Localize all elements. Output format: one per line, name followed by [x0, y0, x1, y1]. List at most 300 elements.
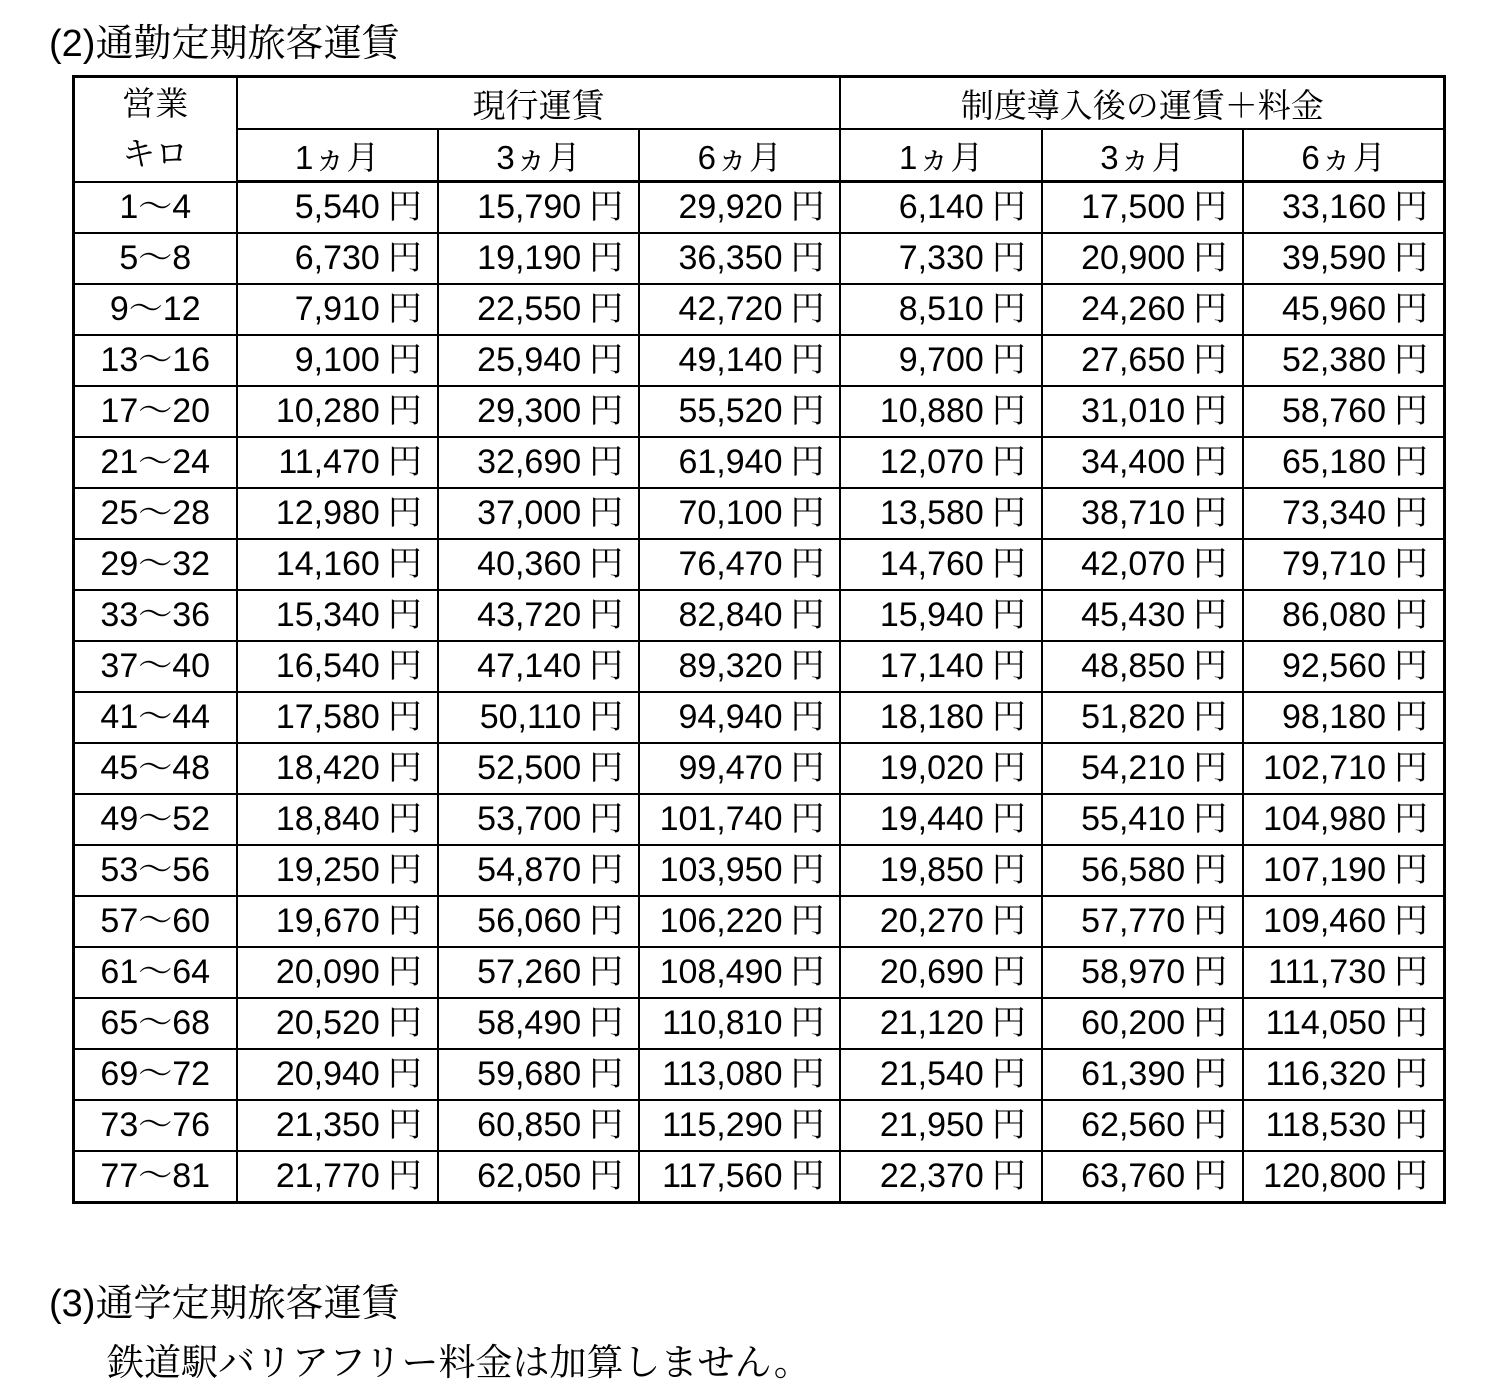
fare-unit: 円 — [1193, 443, 1228, 481]
fare-cell — [840, 1049, 1041, 1100]
fare-value: 73,340 — [1282, 494, 1386, 532]
fare-cell — [237, 896, 438, 947]
fare-unit: 円 — [387, 647, 422, 685]
fare-cell — [1243, 539, 1444, 590]
fare-cell — [237, 743, 438, 794]
fare-row — [74, 794, 1445, 845]
fare-unit: 円 — [991, 494, 1026, 532]
fare-value: 52,380 — [1282, 341, 1386, 379]
fare-cell — [639, 794, 840, 845]
fare-value: 8,510 — [898, 290, 984, 328]
fare-unit: 円 — [790, 1055, 825, 1093]
fare-row — [74, 539, 1445, 590]
fare-value: 45,960 — [1282, 290, 1386, 328]
fare-cell — [237, 794, 438, 845]
fare-cell — [438, 896, 639, 947]
business-km-cell: 21〜24 — [74, 437, 237, 488]
fare-unit: 円 — [1193, 239, 1228, 277]
fare-value: 20,940 — [275, 1055, 380, 1093]
fare-unit: 円 — [1193, 392, 1228, 430]
fare-unit: 円 — [991, 953, 1026, 991]
header-current-month-1: 3ヵ月 — [438, 129, 639, 182]
fare-value: 86,080 — [1282, 596, 1386, 634]
section-3-note: 鉄道駅バリアフリー料金は加算しません。 — [107, 1342, 811, 1383]
fare-cell — [840, 947, 1041, 998]
fare-value: 116,320 — [1265, 1055, 1386, 1093]
fare-unit: 円 — [589, 647, 624, 685]
fare-value: 13,580 — [879, 494, 984, 532]
fare-cell — [840, 641, 1041, 692]
fare-cell — [438, 947, 639, 998]
fare-unit: 円 — [790, 749, 825, 787]
fare-value: 33,160 — [1282, 188, 1386, 226]
fare-cell — [1243, 386, 1444, 437]
fare-cell — [639, 182, 840, 234]
fare-cell — [237, 182, 438, 234]
fare-cell — [1243, 182, 1444, 234]
fare-unit: 円 — [387, 1004, 422, 1042]
fare-value: 27,650 — [1081, 341, 1186, 379]
fare-unit: 円 — [387, 1106, 422, 1144]
fare-unit: 円 — [790, 953, 825, 991]
fare-value: 61,940 — [678, 443, 783, 481]
fare-value: 14,760 — [879, 545, 984, 583]
fare-unit: 円 — [790, 902, 825, 940]
fare-value: 17,140 — [879, 647, 984, 685]
fare-cell — [237, 386, 438, 437]
fare-unit: 円 — [1394, 1106, 1428, 1144]
fare-cell — [1042, 947, 1243, 998]
fare-unit: 円 — [991, 1157, 1026, 1195]
fare-unit: 円 — [387, 341, 422, 379]
fare-cell — [1243, 947, 1444, 998]
fare-value: 63,760 — [1081, 1157, 1186, 1195]
fare-unit: 円 — [1394, 341, 1428, 379]
fare-cell — [438, 590, 639, 641]
fare-value: 49,140 — [678, 341, 783, 379]
fare-value: 7,330 — [898, 239, 984, 277]
fare-cell — [840, 539, 1041, 590]
fare-value: 58,490 — [477, 1004, 582, 1042]
fare-cell — [639, 1151, 840, 1203]
fare-cell — [1042, 998, 1243, 1049]
fare-unit: 円 — [589, 698, 624, 736]
fare-unit: 円 — [1193, 341, 1228, 379]
fare-value: 20,690 — [879, 953, 984, 991]
fare-unit: 円 — [1193, 596, 1228, 634]
fare-value: 24,260 — [1081, 290, 1186, 328]
fare-unit: 円 — [387, 239, 422, 277]
fare-value: 21,120 — [879, 1004, 984, 1042]
fare-value: 79,710 — [1282, 545, 1386, 583]
fare-cell — [1042, 641, 1243, 692]
fare-value: 58,760 — [1282, 392, 1386, 430]
fare-cell — [1042, 692, 1243, 743]
fare-unit: 円 — [589, 392, 624, 430]
fare-cell — [1042, 233, 1243, 284]
fare-cell — [840, 590, 1041, 641]
fare-unit: 円 — [790, 1106, 825, 1144]
fare-cell — [438, 692, 639, 743]
fare-unit: 円 — [790, 647, 825, 685]
fare-value: 104,980 — [1263, 800, 1386, 838]
fare-unit: 円 — [589, 902, 624, 940]
fare-unit: 円 — [991, 188, 1026, 226]
fare-cell — [639, 1049, 840, 1100]
business-km-cell: 57〜60 — [74, 896, 237, 947]
fare-value: 61,390 — [1081, 1055, 1186, 1093]
fare-cell — [438, 335, 639, 386]
header-new-month-0: 1ヵ月 — [840, 129, 1041, 182]
fare-unit: 円 — [387, 596, 422, 634]
fare-unit: 円 — [1193, 647, 1228, 685]
fare-cell — [1042, 488, 1243, 539]
section-3-title: (3)通学定期旅客運賃 — [49, 1283, 400, 1325]
fare-value: 9,100 — [294, 341, 380, 379]
fare-cell — [438, 1049, 639, 1100]
fare-value: 22,550 — [477, 290, 582, 328]
business-km-cell: 17〜20 — [74, 386, 237, 437]
fare-unit: 円 — [387, 188, 422, 226]
fare-cell — [438, 845, 639, 896]
fare-cell — [1243, 284, 1444, 335]
fare-cell — [639, 233, 840, 284]
fare-cell — [840, 743, 1041, 794]
fare-cell — [840, 692, 1041, 743]
fare-value: 39,590 — [1282, 239, 1386, 277]
fare-cell — [1243, 998, 1444, 1049]
fare-cell — [237, 437, 438, 488]
fare-unit: 円 — [1193, 290, 1228, 328]
fare-unit: 円 — [790, 239, 825, 277]
fare-unit: 円 — [1394, 1055, 1428, 1093]
fare-value: 101,740 — [659, 800, 783, 838]
header-business-km-line2: キロ — [122, 135, 189, 173]
fare-unit: 円 — [1394, 443, 1428, 481]
fare-cell — [438, 488, 639, 539]
fare-unit: 円 — [387, 851, 422, 889]
business-km-cell: 45〜48 — [74, 743, 237, 794]
fare-cell — [840, 998, 1041, 1049]
fare-value: 12,070 — [879, 443, 984, 481]
fare-value: 92,560 — [1282, 647, 1386, 685]
fare-value: 98,180 — [1282, 698, 1386, 736]
fare-unit: 円 — [790, 1157, 825, 1195]
fare-cell — [1243, 437, 1444, 488]
section-2-title: (2)通勤定期旅客運賃 — [49, 23, 400, 65]
fare-cell — [438, 743, 639, 794]
fare-cell — [639, 1100, 840, 1151]
fare-value: 18,840 — [275, 800, 380, 838]
fare-cell — [438, 998, 639, 1049]
fare-cell — [1042, 1049, 1243, 1100]
fare-unit: 円 — [1193, 698, 1228, 736]
fare-unit: 円 — [991, 545, 1026, 583]
fare-cell — [1243, 692, 1444, 743]
fare-value: 60,850 — [477, 1106, 582, 1144]
business-km-cell: 1〜4 — [74, 182, 237, 234]
fare-value: 20,090 — [275, 953, 380, 991]
fare-value: 55,520 — [678, 392, 783, 430]
fare-unit: 円 — [387, 494, 422, 532]
fare-value: 29,300 — [477, 392, 582, 430]
fare-unit: 円 — [1394, 239, 1428, 277]
fare-unit: 円 — [589, 1157, 624, 1195]
commuter-fare-table — [72, 75, 1446, 1204]
fare-value: 45,430 — [1081, 596, 1186, 634]
fare-unit: 円 — [1193, 800, 1228, 838]
month-header-row — [74, 129, 1445, 182]
fare-unit: 円 — [991, 392, 1026, 430]
fare-unit: 円 — [991, 647, 1026, 685]
fare-cell — [237, 845, 438, 896]
fare-cell — [237, 692, 438, 743]
fare-cell — [840, 488, 1041, 539]
fare-unit: 円 — [1193, 1055, 1228, 1093]
fare-cell — [1243, 335, 1444, 386]
fare-cell — [1042, 386, 1243, 437]
fare-value: 110,810 — [662, 1004, 783, 1042]
fare-row — [74, 386, 1445, 437]
fare-cell — [438, 386, 639, 437]
fare-cell — [237, 998, 438, 1049]
fare-row — [74, 182, 1445, 234]
business-km-cell: 77〜81 — [74, 1151, 237, 1203]
business-km-cell: 13〜16 — [74, 335, 237, 386]
fare-value: 53,700 — [477, 800, 582, 838]
fare-row — [74, 437, 1445, 488]
fare-unit: 円 — [991, 239, 1026, 277]
fare-value: 48,850 — [1081, 647, 1186, 685]
business-km-cell: 37〜40 — [74, 641, 237, 692]
fare-cell — [639, 692, 840, 743]
fare-cell — [639, 539, 840, 590]
fare-unit: 円 — [589, 290, 624, 328]
fare-cell — [639, 641, 840, 692]
fare-cell — [237, 1100, 438, 1151]
fare-cell — [1243, 794, 1444, 845]
fare-value: 59,680 — [477, 1055, 582, 1093]
fare-unit: 円 — [1394, 392, 1428, 430]
fare-value: 21,350 — [275, 1106, 380, 1144]
fare-unit: 円 — [387, 290, 422, 328]
fare-value: 120,800 — [1263, 1157, 1386, 1195]
fare-value: 20,520 — [275, 1004, 380, 1042]
fare-unit: 円 — [387, 800, 422, 838]
fare-row — [74, 488, 1445, 539]
fare-value: 19,020 — [879, 749, 984, 787]
fare-value: 118,530 — [1265, 1106, 1386, 1144]
fare-value: 58,970 — [1081, 953, 1186, 991]
fare-cell — [438, 437, 639, 488]
fare-cell — [840, 233, 1041, 284]
fare-cell — [438, 1151, 639, 1203]
fare-cell — [438, 284, 639, 335]
fare-value: 50,110 — [479, 698, 582, 736]
fare-value: 62,560 — [1081, 1106, 1186, 1144]
fare-cell — [639, 845, 840, 896]
fare-cell — [840, 182, 1041, 234]
fare-value: 12,980 — [275, 494, 380, 532]
fare-value: 65,180 — [1282, 443, 1386, 481]
fare-unit: 円 — [991, 1055, 1026, 1093]
fare-cell — [438, 641, 639, 692]
fare-value: 21,540 — [879, 1055, 984, 1093]
fare-cell — [237, 539, 438, 590]
fare-unit: 円 — [1193, 1106, 1228, 1144]
fare-row — [74, 1100, 1445, 1151]
fare-value: 34,400 — [1081, 443, 1186, 481]
business-km-cell: 65〜68 — [74, 998, 237, 1049]
fare-value: 42,720 — [678, 290, 783, 328]
fare-cell — [840, 1151, 1041, 1203]
fare-unit: 円 — [1394, 188, 1428, 226]
fare-value: 32,690 — [477, 443, 582, 481]
business-km-cell: 61〜64 — [74, 947, 237, 998]
fare-cell — [1042, 1151, 1243, 1203]
fare-value: 82,840 — [678, 596, 783, 634]
fare-cell — [840, 794, 1041, 845]
fare-value: 43,720 — [477, 596, 582, 634]
fare-value: 54,870 — [477, 851, 582, 889]
fare-value: 10,880 — [879, 392, 984, 430]
fare-value: 22,370 — [879, 1157, 984, 1195]
fare-value: 15,940 — [879, 596, 984, 634]
fare-value: 19,850 — [879, 851, 984, 889]
fare-cell — [1042, 1100, 1243, 1151]
fare-unit: 円 — [790, 494, 825, 532]
fare-cell — [438, 233, 639, 284]
fare-value: 19,670 — [275, 902, 380, 940]
fare-cell — [237, 641, 438, 692]
fare-row — [74, 947, 1445, 998]
fare-unit: 円 — [589, 596, 624, 634]
fare-unit: 円 — [790, 290, 825, 328]
fare-unit: 円 — [1394, 494, 1428, 532]
fare-unit: 円 — [991, 596, 1026, 634]
fare-value: 36,350 — [678, 239, 783, 277]
fare-value: 21,770 — [275, 1157, 380, 1195]
fare-value: 16,540 — [275, 647, 380, 685]
fare-cell — [1243, 743, 1444, 794]
fare-value: 54,210 — [1081, 749, 1186, 787]
fare-unit: 円 — [1394, 545, 1428, 583]
fare-cell — [1243, 1151, 1444, 1203]
fare-cell — [1042, 794, 1243, 845]
fare-unit: 円 — [991, 749, 1026, 787]
fare-cell — [237, 590, 438, 641]
fare-cell — [237, 335, 438, 386]
fare-value: 21,950 — [879, 1106, 984, 1144]
fare-unit: 円 — [1193, 1004, 1228, 1042]
header-current-month-2: 6ヵ月 — [639, 129, 840, 182]
fare-unit: 円 — [1394, 953, 1428, 991]
fare-row — [74, 641, 1445, 692]
fare-unit: 円 — [589, 545, 624, 583]
fare-value: 106,220 — [659, 902, 783, 940]
fare-unit: 円 — [1193, 902, 1228, 940]
fare-value: 20,900 — [1081, 239, 1186, 277]
business-km-cell: 49〜52 — [74, 794, 237, 845]
fare-cell — [1042, 845, 1243, 896]
fare-row — [74, 233, 1445, 284]
fare-unit: 円 — [790, 596, 825, 634]
fare-value: 6,140 — [898, 188, 984, 226]
fare-value: 99,470 — [678, 749, 783, 787]
fare-value: 11,470 — [278, 443, 380, 481]
fare-unit: 円 — [1394, 596, 1428, 634]
fare-value: 18,420 — [275, 749, 380, 787]
fare-value: 29,920 — [678, 188, 783, 226]
fare-unit: 円 — [991, 290, 1026, 328]
fare-cell — [840, 845, 1041, 896]
fare-value: 56,060 — [477, 902, 582, 940]
fare-unit: 円 — [589, 749, 624, 787]
fare-unit: 円 — [790, 800, 825, 838]
fare-cell — [237, 488, 438, 539]
fare-cell — [639, 284, 840, 335]
fare-unit: 円 — [991, 1004, 1026, 1042]
fare-value: 20,270 — [879, 902, 984, 940]
fare-value: 108,490 — [659, 953, 783, 991]
fare-cell — [1243, 845, 1444, 896]
fare-cell — [1042, 896, 1243, 947]
fare-unit: 円 — [387, 902, 422, 940]
fare-unit: 円 — [589, 953, 624, 991]
fare-unit: 円 — [991, 443, 1026, 481]
fare-unit: 円 — [387, 545, 422, 583]
fare-unit: 円 — [589, 494, 624, 532]
fare-cell — [1243, 233, 1444, 284]
fare-row — [74, 335, 1445, 386]
fare-cell — [237, 1049, 438, 1100]
fare-value: 19,440 — [879, 800, 984, 838]
fare-value: 10,280 — [275, 392, 380, 430]
fare-cell — [1243, 488, 1444, 539]
fare-row — [74, 1049, 1445, 1100]
fare-value: 76,470 — [678, 545, 783, 583]
business-km-cell: 41〜44 — [74, 692, 237, 743]
fare-value: 56,580 — [1081, 851, 1186, 889]
fare-row — [74, 896, 1445, 947]
fare-value: 9,700 — [898, 341, 984, 379]
fare-cell — [639, 335, 840, 386]
fare-cell — [840, 896, 1041, 947]
fare-value: 117,560 — [662, 1157, 783, 1195]
fare-value: 107,190 — [1263, 851, 1386, 889]
business-km-cell: 69〜72 — [74, 1049, 237, 1100]
fare-unit: 円 — [589, 1106, 624, 1144]
fare-value: 17,580 — [275, 698, 380, 736]
fare-unit: 円 — [589, 1055, 624, 1093]
fare-unit: 円 — [387, 443, 422, 481]
fare-value: 19,190 — [477, 239, 582, 277]
fare-value: 6,730 — [294, 239, 380, 277]
fare-unit: 円 — [387, 698, 422, 736]
fare-unit: 円 — [589, 1004, 624, 1042]
fare-cell — [840, 437, 1041, 488]
header-current-month-0: 1ヵ月 — [237, 129, 438, 182]
fare-cell — [840, 386, 1041, 437]
fare-cell — [639, 947, 840, 998]
fare-unit: 円 — [589, 443, 624, 481]
fare-unit: 円 — [589, 851, 624, 889]
fare-row — [74, 284, 1445, 335]
fare-unit: 円 — [1394, 1004, 1428, 1042]
fare-unit: 円 — [1193, 851, 1228, 889]
fare-cell — [1243, 641, 1444, 692]
fare-value: 103,950 — [659, 851, 783, 889]
